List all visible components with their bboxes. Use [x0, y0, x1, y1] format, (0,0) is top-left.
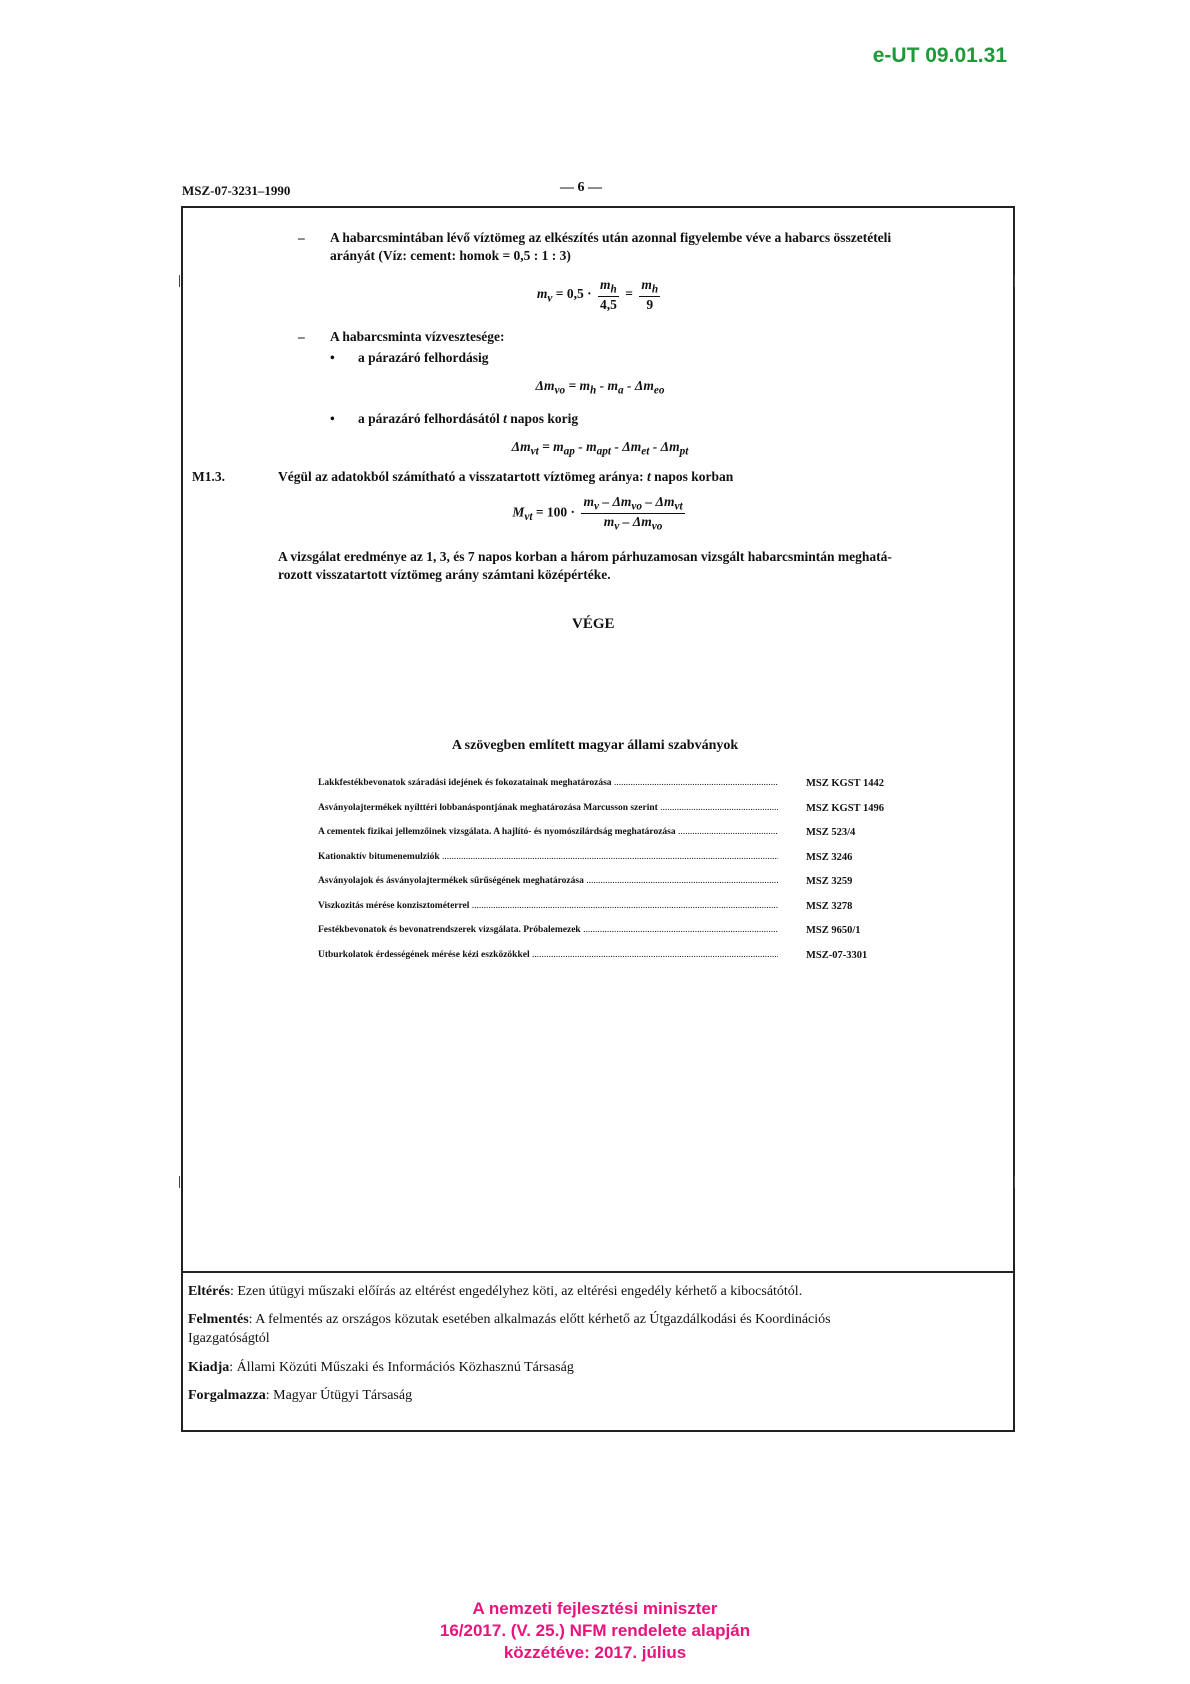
footer-label: Felmentés: [188, 1312, 249, 1327]
fraction: [639, 277, 660, 313]
section-text: [278, 468, 998, 486]
bullet-mark: •: [330, 350, 335, 365]
reference-code: MSZ 3278: [806, 900, 853, 912]
item2-text: A habarcsminta vízvesztesége:: [330, 329, 505, 344]
formula-term: - m: [599, 378, 619, 393]
footer-label: Eltérés: [188, 1284, 230, 1299]
end-label: VÉGE: [572, 616, 615, 632]
footer-text: : Magyar Útügyi Társaság: [265, 1388, 413, 1403]
formula-subscript: eo: [653, 384, 665, 397]
footer-text: : Állami Közúti Műszaki és Információs Közhasznú Társaság: [229, 1360, 574, 1375]
list-dash: –: [298, 230, 305, 245]
list-dash: –: [298, 329, 305, 344]
frame-tick: [1014, 1176, 1015, 1188]
publication-line3: közzétéve: 2017. július: [503, 1643, 687, 1662]
formula-water-mass: [440, 277, 760, 313]
formula-term: = m: [568, 378, 591, 393]
result-text-line2: rozott visszatartott víztömeg arány számtani középértéke.: [278, 567, 611, 582]
formula-term: - Δm: [652, 439, 680, 454]
formula-term: - Δm: [614, 439, 642, 454]
formula-subscript: apt: [596, 445, 612, 458]
formula-symbol: Δm: [511, 439, 531, 454]
reference-title: Festékbevonatok és bevonatrendszerek vizsgálata. Próbalemezek .....: [318, 925, 778, 935]
references-title: A szövegben említett magyar állami szabványok: [451, 738, 739, 753]
reference-row: [318, 876, 908, 894]
formula-operator: = 100 ·: [535, 504, 576, 520]
formula-subscript: h: [590, 384, 597, 397]
footer-deviation: [188, 1282, 1008, 1301]
reference-code: MSZ 3259: [806, 876, 853, 887]
bullet2-text-a: a párazáró felhordásától: [358, 411, 500, 426]
page-number: — 6 —: [560, 180, 602, 195]
fraction-denominator: 9: [646, 296, 654, 312]
formula-operator: = 0,5 ·: [555, 285, 592, 301]
formula-subscript: vt: [530, 445, 539, 458]
reference-code: MSZ KGST 1442: [806, 778, 884, 789]
formula-subscript: v: [547, 292, 553, 305]
footer-text: : Ezen útügyi műszaki előírás az eltérést engedélyhez köti, az eltérési engedély kérhető a kibocsátótól.: [229, 1284, 803, 1299]
publication-line2: 16/2017. (V. 25.) NFM rendelete alapján: [439, 1621, 751, 1640]
formula-retained-ratio: [440, 494, 760, 532]
frame-tick: [179, 275, 180, 287]
reference-row: [318, 852, 908, 870]
section-text-b: napos korban: [654, 469, 734, 484]
reference-row: [318, 778, 908, 796]
reference-code: MSZ-07-3301: [806, 949, 868, 961]
formula-subscript: vo: [631, 500, 643, 513]
section-text-a: Végül az adatokból számítható a visszatartott víztömeg aránya:: [278, 469, 644, 484]
formula-term: – Δm: [642, 494, 675, 509]
bullet-mark: •: [330, 411, 335, 426]
reference-title: Kationaktív bitumenemulziók .....: [318, 852, 778, 862]
footer-text: : A felmentés az országos közutak esetében alkalmazás előtt kérhető az Útgazdálkodási és Koordinációs: [248, 1312, 831, 1327]
bullet2-text-b: napos korig: [510, 411, 579, 426]
reference-title: A cementek fizikai jellemzőinek vizsgálata. A hajlító- és nyomószilárdság meghatározása .....: [318, 827, 778, 837]
reference-title: Ásványolajtermékek nyílttéri lobbanáspontjának meghatározása Marcusson szerint .....: [318, 803, 778, 813]
formula-operator: =: [625, 285, 633, 301]
frame-tick: [179, 1176, 180, 1188]
formula-subscript: pt: [679, 445, 689, 458]
footer-distributor: [188, 1386, 1008, 1405]
reference-title: Lakkfestékbevonatok száradási idejének és fokozatainak meghatározása .....: [318, 778, 778, 788]
reference-row: [318, 827, 908, 845]
fraction-denominator: 4,5: [599, 296, 617, 312]
reference-code: MSZ KGST 1496: [806, 802, 884, 814]
formula-term: - m: [578, 439, 597, 454]
footer-label: Forgalmazza: [188, 1388, 266, 1403]
publication-line1: A nemzeti fejlesztési miniszter: [472, 1599, 718, 1618]
variable-t: t: [646, 469, 651, 484]
formula-loss-before: [440, 378, 760, 397]
formula-subscript: v: [593, 500, 599, 513]
formula-term: – Δm: [598, 494, 632, 509]
reference-title: Útburkolatok érdességének mérése kézi eszközökkel .....: [318, 950, 778, 960]
formula-subscript: a: [618, 384, 624, 397]
reference-code: MSZ 3246: [806, 851, 853, 863]
bullet1-text: a párazáró felhordásig: [358, 350, 489, 365]
fraction-denominator: m: [603, 513, 615, 529]
formula-term: – Δm: [619, 513, 652, 529]
formula-subscript: vo: [651, 520, 663, 533]
reference-code: MSZ 9650/1: [806, 925, 861, 936]
formula-loss-after: [440, 439, 760, 458]
footer-text: Igazgatóságtól: [188, 1331, 270, 1346]
document-code: e-UT 09.01.31: [872, 44, 1007, 67]
formula-subscript: et: [641, 445, 650, 458]
fraction: [598, 277, 619, 313]
frame-tick: [1014, 275, 1015, 287]
footer-divider: [183, 1271, 1013, 1273]
formula-subscript: ap: [563, 445, 575, 458]
reference-row: [318, 803, 908, 821]
footer-exemption: [188, 1310, 1008, 1348]
footer-publisher: [188, 1358, 1008, 1377]
formula-subscript: vt: [524, 510, 533, 523]
formula-subscript: vo: [554, 384, 566, 397]
formula-subscript: v: [614, 520, 620, 533]
result-text-line1: A vizsgálat eredménye az 1, 3, és 7 napos korban a három párhuzamosan vizsgált habarcsmintán meghatá-: [278, 549, 892, 564]
variable-t: t: [503, 411, 507, 426]
formula-subscript: vt: [674, 500, 683, 513]
formula-term: - Δm: [627, 378, 654, 393]
section-number: M1.3.: [192, 469, 225, 484]
fraction-numerator: m: [583, 494, 594, 509]
fraction-numerator: m: [641, 277, 652, 292]
reference-title: Viszkozitás mérése konzisztométerrel .....: [318, 901, 778, 911]
formula-symbol: M: [512, 504, 525, 520]
footer-label: Kiadja: [188, 1360, 230, 1375]
reference-row: [318, 950, 908, 968]
formula-symbol: m: [536, 285, 548, 301]
item1-text-line2: arányát (Víz: cement: homok = 0,5 : 1 : 3): [330, 248, 571, 263]
reference-row: [318, 901, 908, 919]
reference-code: MSZ 523/4: [806, 827, 856, 838]
formula-subscript: h: [651, 283, 659, 296]
fraction: [581, 494, 684, 532]
item1-text-line1: A habarcsmintában lévő víztömeg az elkészítés után azonnal figyelembe véve a habarcs összetételi: [330, 230, 892, 245]
bullet2-text: [358, 410, 858, 428]
reference-row: [318, 925, 908, 943]
formula-term: = m: [542, 439, 564, 454]
standard-id: MSZ-07-3231–1990: [182, 183, 291, 198]
fraction-numerator: m: [600, 277, 611, 292]
formula-symbol: Δm: [535, 378, 555, 393]
reference-title: Ásványolajok és ásványolajtermékek sűrűségének meghatározása .....: [318, 876, 778, 886]
formula-subscript: h: [610, 283, 617, 296]
